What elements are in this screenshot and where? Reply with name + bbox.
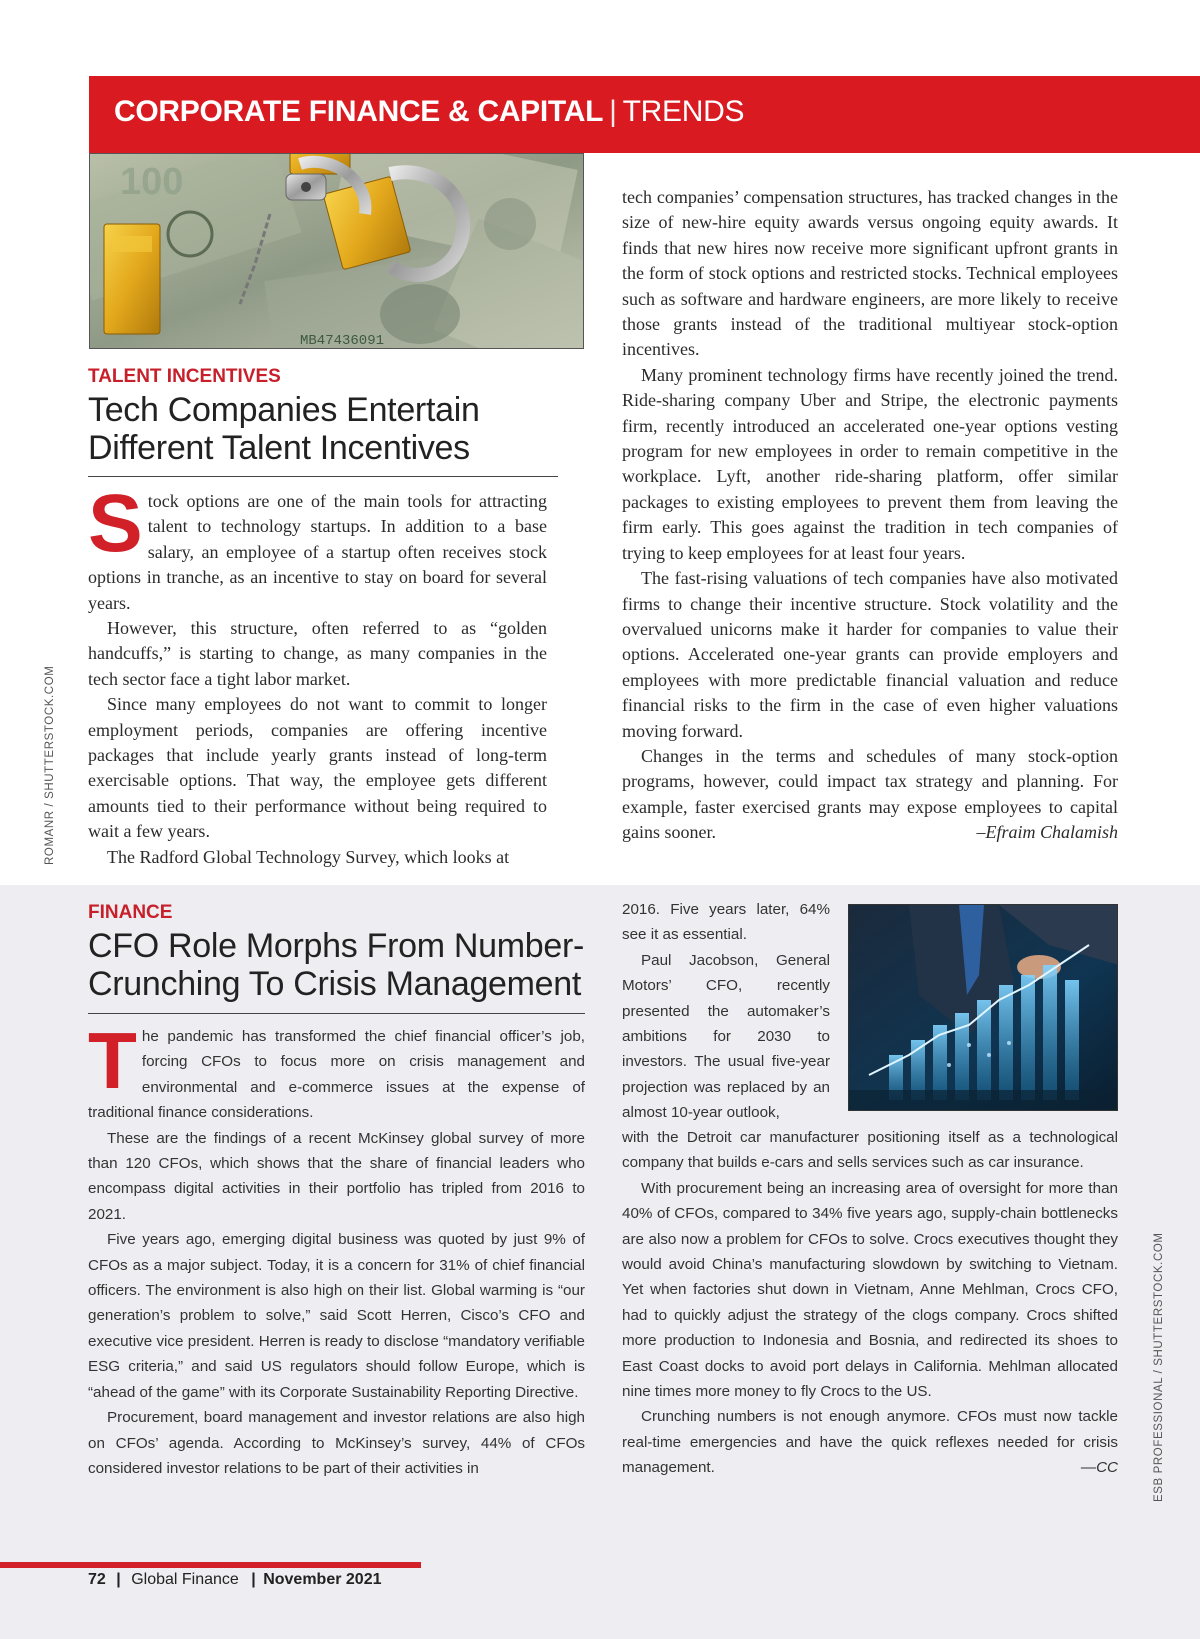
article2-section-label: FINANCE — [88, 902, 173, 923]
banner-title — [114, 95, 744, 129]
article2-paragraph-6b: with the Detroit car manufacturer positioning itself as a technological company that builds e-cars and sells services such as car insurance. — [622, 1129, 1118, 1172]
article1-photo-credit: ROMANR / SHUTTERSTOCK.COM — [44, 665, 56, 865]
article2-photo-credit: ESB PROFESSIONAL / SHUTTERSTOCK.COM — [1153, 1232, 1165, 1502]
article2-paragraph-2: These are the findings of a recent McKinsey global survey of more than 120 CFOs, which shows that the share of financial leaders who encompass digital activities in their portfolio has tripled from 2016 to 2021. — [88, 1129, 585, 1223]
section-banner — [89, 76, 1200, 153]
article2-paragraph-8 — [622, 1404, 1118, 1480]
banner-section: CORPORATE FINANCE & CAPITAL — [114, 95, 604, 128]
article1-headline: Tech Companies Entertain Different Talent Incentives — [88, 391, 480, 467]
article2-p1-text: he pandemic has transformed the chief financial officer’s job, forcing CFOs to focus more on crisis management and environmental and e-commerce issues at the expense of traditional finance considerations. — [88, 1028, 585, 1122]
svg-text:100: 100 — [120, 161, 184, 203]
article1-section-label: TALENT INCENTIVES — [88, 366, 281, 387]
footer-separator-1: | — [116, 1571, 121, 1588]
article1-paragraph-2: However, this structure, often referred to as “golden handcuffs,” is starting to change, as many companies in the tech sector face a tight labor market. — [88, 618, 547, 689]
business-chart-photo — [848, 904, 1118, 1111]
issue-date: November 2021 — [263, 1571, 382, 1588]
article2-p8-text: Crunching numbers is not enough anymore. CFOs must now tackle real-time emergencies and have the quick reflexes needed for crisis management. — [622, 1408, 1118, 1477]
article2-signature: —CC — [1080, 1459, 1118, 1477]
article2-paragraph-7: With procurement being an increasing area of oversight for more than 40% of CFOs, compared to 34% five years ago, supply-chain bottlenecks are also now a problem for CFOs to solve. Crocs executives thought they would avoid China’s manufacturing slowdown by switching to Vietnam. Yet when factories shut down in Vietnam, Anne Mehlman, Crocs CFO, had to quickly adjust the strategy of the clogs company. Crocs shifted more production to Indonesia and Bosnia, and redirected its shoes to East Coast docks to avoid port delays in California. Mehlman allocated nine times more money to fly Crocs to the US. — [622, 1179, 1118, 1401]
article1-divider — [88, 476, 558, 477]
article2-paragraph-4: Procurement, board management and investor relations are also high on CFOs’ agenda. According to McKinsey’s survey, 44% of CFOs considered investor relations to be part of their activities in — [88, 1409, 585, 1477]
article1-paragraph-8 — [622, 744, 1118, 846]
article1-p1-text: tock options are one of the main tools for attracting talent to technology startups. In addition to a base salary, an employee of a startup often receives stock options in tranche, as an incentive to stay on board for several years. — [88, 491, 547, 613]
article1-paragraph-4: The Radford Global Technology Survey, which looks at — [107, 846, 510, 867]
article1-p8-text: Changes in the terms and schedules of many stock-option programs, however, could impact tax strategy and planning. For example, faster exercised grants may expose employees to capital gains sooner. — [622, 745, 1118, 843]
gold-handcuffs-illustration — [90, 154, 584, 349]
article1-paragraph-7: The fast-rising valuations of tech companies have also motivated firms to change their incentive structure. Stock volatility and the overvalued unicorns make it harder for companies to value their options. Accelerated one-year grants can provide employers and employees with more predictable financial valuation and reduce financial risks to the firm in the case of even higher valuations moving forward. — [622, 568, 1118, 741]
article1-signature: –Efraim Chalamish — [976, 822, 1118, 843]
article1-dropcap: S — [88, 478, 143, 569]
magazine-name: Global Finance — [131, 1571, 239, 1588]
article2-column-left — [88, 1016, 585, 1481]
article1-paragraph-3: Since many employees do not want to commit to longer employment periods, companies are offering incentive packages that include yearly grants instead of long-term exercisable options. That way, the employee gets different amounts tied to their performance without being required to wait a few years. — [88, 694, 547, 842]
article2-paragraph-5: 2016. Five years later, 64% see it as essential. — [622, 901, 830, 944]
article1-column-left — [88, 478, 547, 870]
article1-paragraph-5: tech companies’ compensation structures, has tracked changes in the size of new-hire equity awards versus ongoing equity awards. It finds that new hires now receive more significant upfront grants in the form of stock options and restricted stocks. Technical employees such as software and hardware engineers, are more likely to receive those grants instead of the traditional multiyear stock-option incentives. — [622, 187, 1118, 360]
article1-paragraph-1 — [88, 478, 547, 616]
page-footer — [88, 1571, 382, 1589]
article2-dropcap: T — [88, 1016, 137, 1105]
article2-divider — [88, 1013, 585, 1014]
footer-rule — [0, 1562, 421, 1568]
article2-headline: CFO Role Morphs From Number-Crunching To Crisis Management — [88, 927, 585, 1003]
banner-subsection: TRENDS — [622, 95, 745, 128]
svg-text:MB47436091: MB47436091 — [300, 333, 385, 349]
page-number: 72 — [88, 1571, 106, 1588]
footer-separator-2: | — [251, 1571, 256, 1588]
article1-column-right — [622, 185, 1118, 846]
article2-paragraph-1 — [88, 1016, 585, 1126]
gold-handcuffs-photo — [89, 153, 584, 349]
article2-column-right-narrow — [622, 897, 830, 1126]
article2-column-right — [622, 1125, 1118, 1481]
article2-paragraph-3: Five years ago, emerging digital business was quoted by just 9% of CFOs as a major subject. Today, it is a concern for 31% of chief financial officers. The environment is also high on their list. Global warming is “our generation’s problem to solve,” said Scott Herren, Cisco’s CFO and executive vice president. Herren is ready to disclose “mandatory verifiable ESG criteria,” and said US regulators should follow Europe, which is “ahead of the game” with its Corporate Sustainability Reporting Directive. — [88, 1231, 585, 1401]
article2-paragraph-6: Paul Jacobson, General Motors’ CFO, recently presented the automaker’s ambitions for 2030 to investors. The usual five-year projection was replaced by an almost 10-year outlook, — [622, 951, 830, 1122]
banner-separator: | — [609, 95, 617, 128]
businessman-chart-illustration — [849, 905, 1118, 1111]
article1-paragraph-6: Many prominent technology firms have recently joined the trend. Ride-sharing company Uber and Stripe, the electronic payments firm, recently introduced an accelerated one-year options vesting program for new employees in order to remain competitive in the workplace. Lyft, another ride-sharing platform, offer similar packages to existing employees to prevent them from leaving the firm early. This goes against the tradition in tech companies of trying to keep employees for at least four years. — [622, 364, 1118, 563]
